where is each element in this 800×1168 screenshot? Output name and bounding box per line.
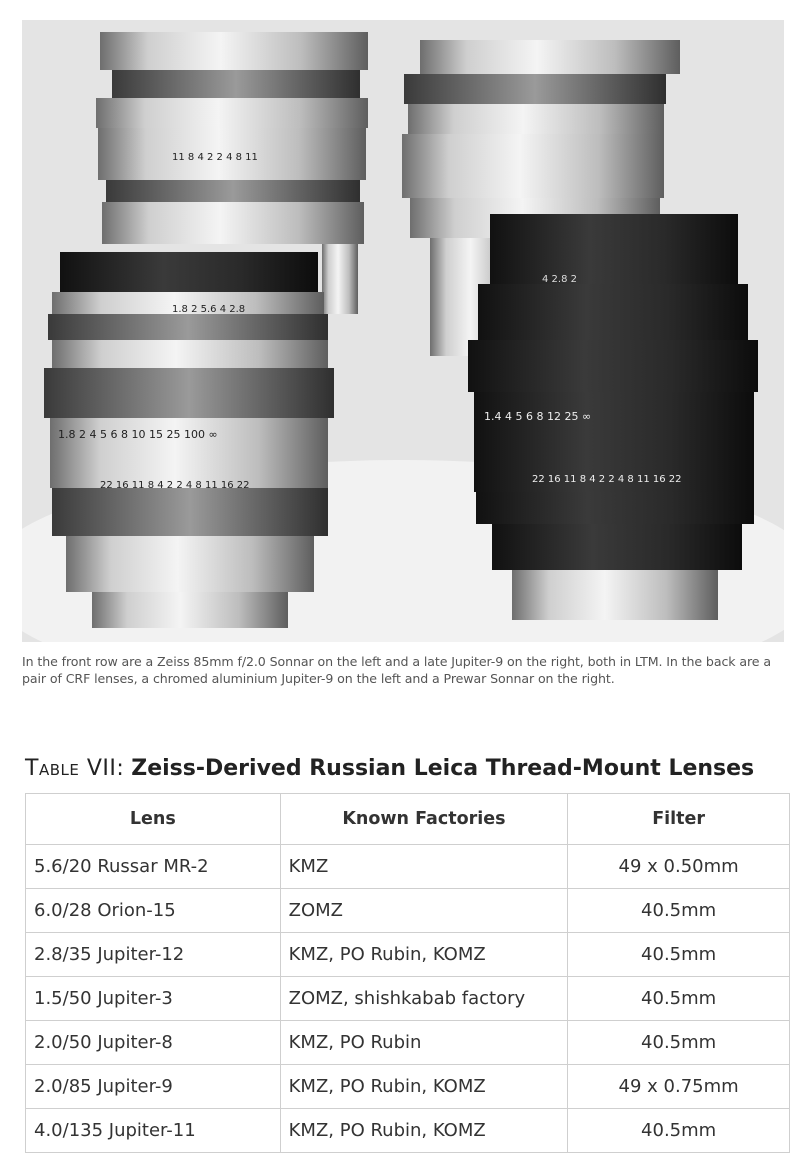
table-row <box>26 1109 790 1153</box>
cell-factories: KMZ, PO Rubin, KOMZ <box>280 933 568 977</box>
table-row <box>26 889 790 933</box>
photo-caption: In the front row are a Zeiss 85mm f/2.0 Sonnar on the left and a late Jupiter-9 on the right, both in LTM. In the back are a pair of CRF lenses, a chromed aluminium Jupiter-9 on the left and a Prewar Sonnar on the right. <box>22 654 771 686</box>
cell-filter: 49 x 0.50mm <box>568 845 790 889</box>
front-right-top-scale: 4 2.8 2 <box>542 274 577 285</box>
front-right-dof-scale: 22 16 11 8 4 2 2 4 8 11 16 22 <box>532 474 682 485</box>
cell-filter: 40.5mm <box>568 1109 790 1153</box>
cell-factories: KMZ <box>280 845 568 889</box>
back-left-scale: 11 8 4 2 2 4 8 11 <box>172 152 258 163</box>
table-row <box>26 1065 790 1109</box>
header-filter: Filter <box>568 794 790 845</box>
cell-lens: 6.0/28 Orion-15 <box>26 889 281 933</box>
cell-lens: 2.0/85 Jupiter-9 <box>26 1065 281 1109</box>
cell-lens: 5.6/20 Russar MR-2 <box>26 845 281 889</box>
cell-lens: 2.0/50 Jupiter-8 <box>26 1021 281 1065</box>
lens-table <box>25 793 790 1153</box>
table-row <box>26 1021 790 1065</box>
cell-factories: ZOMZ, shishkabab factory <box>280 977 568 1021</box>
front-left-distance-scale: 1.8 2 4 5 6 8 10 15 25 100 ∞ <box>58 428 218 441</box>
cell-factories: KMZ, PO Rubin <box>280 1021 568 1065</box>
cell-filter: 40.5mm <box>568 1021 790 1065</box>
cell-lens: 1.5/50 Jupiter-3 <box>26 977 281 1021</box>
lens-photograph <box>22 20 784 642</box>
cell-filter: 40.5mm <box>568 977 790 1021</box>
cell-lens: 4.0/135 Jupiter-11 <box>26 1109 281 1153</box>
front-left-lens <box>44 252 334 628</box>
table-row <box>26 845 790 889</box>
cell-factories: ZOMZ <box>280 889 568 933</box>
front-right-distance-scale: 1.4 4 5 6 8 12 25 ∞ <box>484 410 592 423</box>
cell-factories: KMZ, PO Rubin, KOMZ <box>280 1109 568 1153</box>
cell-filter: 40.5mm <box>568 889 790 933</box>
cell-filter: 49 x 0.75mm <box>568 1065 790 1109</box>
cell-lens: 2.8/35 Jupiter-12 <box>26 933 281 977</box>
table-row <box>26 933 790 977</box>
cell-filter: 40.5mm <box>568 933 790 977</box>
table-title <box>25 756 754 781</box>
table-name: Zeiss-Derived Russian Leica Thread-Mount Lenses <box>131 756 755 781</box>
cell-factories: KMZ, PO Rubin, KOMZ <box>280 1065 568 1109</box>
front-left-top-scale: 1.8 2 5.6 4 2.8 <box>172 304 246 315</box>
table-row <box>26 977 790 1021</box>
front-left-dof-scale: 22 16 11 8 4 2 2 4 8 11 16 22 <box>100 480 250 491</box>
table-header-row <box>26 794 790 845</box>
header-lens: Lens <box>26 794 281 845</box>
header-factories: Known Factories <box>280 794 568 845</box>
table-label: Table VII: <box>25 756 125 781</box>
front-right-lens <box>468 214 758 620</box>
